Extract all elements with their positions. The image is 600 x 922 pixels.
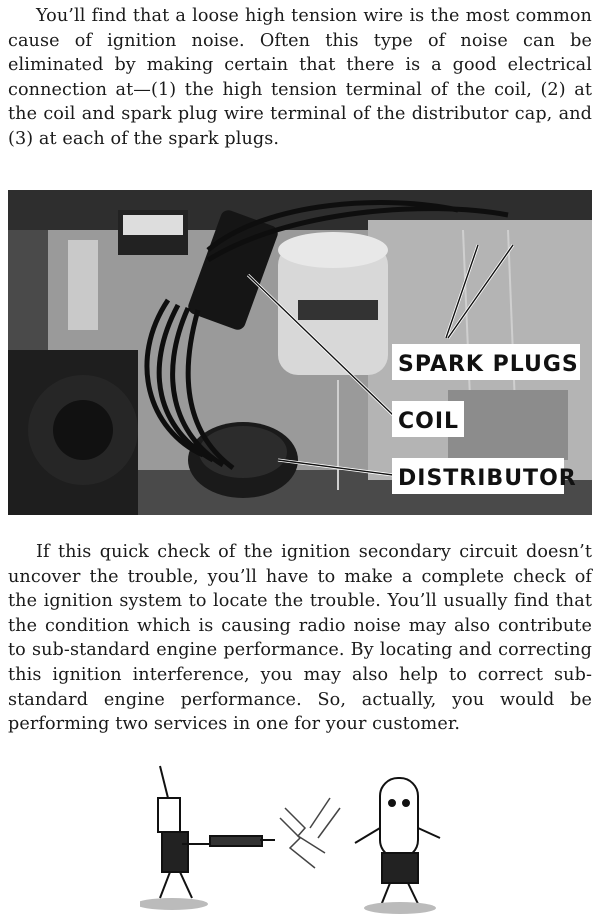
coil-label: COIL	[398, 409, 460, 434]
intro-paragraph: You’ll find that a loose high tension wire is the most common cause of ignition noise. Often this type of noise can be eliminated by making certain that there is a good electrical connection at—(1) the high tension terminal of the coil, (2) at the coil and spark plug wire terminal of the distributor cap, and (3) at each of the spark plugs.	[8, 6, 592, 149]
radio-tube-character-icon	[355, 778, 440, 914]
spark-plug-gunman-icon	[140, 766, 275, 910]
engine-photo	[8, 190, 592, 515]
cartoon-illustration	[140, 758, 470, 918]
lightning-icon	[280, 798, 340, 868]
followup-paragraph: If this quick check of the ignition secondary circuit doesn’t uncover the trouble, you’ll have to make a complete check of the ignition system to locate the trouble. You’ll usually find that the condition which is causing radio noise may also contribute to sub-standard engine performance. By locating and correcting this ignition interference, you may also help to correct sub-standard engine performance. So, actually, you would be performing two services in one for your customer.	[8, 542, 592, 735]
spark-plugs-label: SPARK PLUGS	[398, 352, 579, 377]
distributor-label: DISTRIBUTOR	[398, 466, 577, 491]
